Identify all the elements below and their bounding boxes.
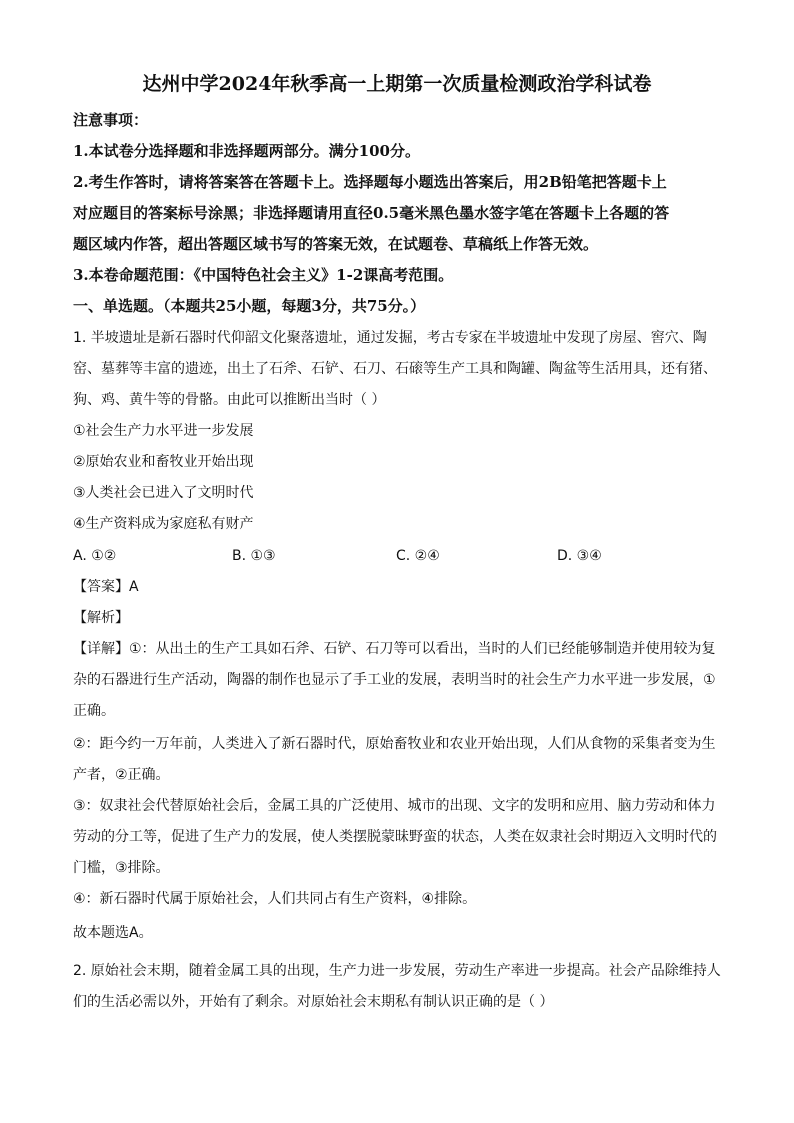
section-heading: 一、单选题。（本题共25小题，每题3分，共75分。） — [73, 297, 426, 315]
notice-item-2-line-1: 2.考生作答时，请将答案答在答题卡上。选择题每小题选出答案后，用2B铅笔把答题卡上 — [73, 173, 667, 191]
q1-option-c: C. ②④ — [396, 548, 440, 564]
q2-stem-line-2: 们的生活必需以外，开始有了剩余。对原始社会末期私有制认识正确的是（ ） — [73, 994, 554, 1010]
q1-detail-line-9: ④：新石器时代属于原始社会，人们共同占有生产资料，④排除。 — [73, 891, 477, 907]
notice-item-2-line-3: 题区域内作答，超出答题区域书写的答案无效，在试题卷、草稿纸上作答无效。 — [73, 235, 599, 253]
q1-detail-line-6: ③：奴隶社会代替原始社会后，金属工具的广泛使用、城市的出现、文字的发明和应用、脑力劳动和体力 — [73, 798, 716, 814]
q1-stem-line-1: 1. 半坡遗址是新石器时代仰韶文化聚落遗址，通过发掘，考古专家在半坡遗址中发现了房屋、窖穴、陶 — [73, 330, 707, 346]
notice-heading: 注意事项： — [73, 111, 149, 129]
q1-stem-line-3: 狗、鸡、黄牛等的骨骼。由此可以推断出当时（ ） — [73, 392, 386, 408]
q1-option-d: D. ③④ — [557, 548, 602, 564]
q1-statement-1: ①社会生产力水平进一步发展 — [73, 423, 254, 439]
notice-item-3: 3.本卷命题范围：《中国特色社会主义》1-2课高考范围。 — [73, 266, 454, 284]
q1-stem-line-2: 窑、墓葬等丰富的遗迹，出土了石斧、石铲、石刀、石磙等生产工具和陶罐、陶盆等生活用具，还有猪、 — [73, 361, 717, 377]
q1-detail-line-2: 杂的石器进行生产活动，陶器的制作也显示了手工业的发展，表明当时的社会生产力水平进一步发展，① — [73, 672, 716, 688]
q1-detail-line-3: 正确。 — [73, 703, 115, 719]
q1-statement-2: ②原始农业和畜牧业开始出现 — [73, 454, 254, 470]
q1-analysis-heading: 【解析】 — [73, 610, 129, 626]
q1-detail-line-4: ②：距今约一万年前，人类进入了新石器时代，原始畜牧业和农业开始出现，人们从食物的采集者变为生 — [73, 736, 716, 752]
q1-option-b: B. ①③ — [232, 548, 276, 564]
q1-statement-3: ③人类社会已进入了文明时代 — [73, 485, 254, 501]
q1-detail-line-7: 劳动的分工等，促进了生产力的发展，使人类摆脱蒙昧野蛮的状态，人类在奴隶社会时期迈入文明时代的 — [73, 829, 717, 845]
q1-answer: 【答案】A — [73, 579, 139, 595]
q1-statement-4: ④生产资料成为家庭私有财产 — [73, 516, 254, 532]
q1-detail-line-8: 门槛，③排除。 — [73, 860, 170, 876]
q2-stem-line-1: 2. 原始社会末期，随着金属工具的出现，生产力进一步发展，劳动生产率进一步提高。社会产品除维持人 — [73, 963, 721, 979]
q1-conclusion: 故本题选A。 — [73, 925, 153, 941]
notice-item-1: 1.本试卷分选择题和非选择题两部分。满分100分。 — [73, 142, 420, 160]
q1-option-a: A. ①② — [73, 548, 117, 564]
notice-item-2-line-2: 对应题目的答案标号涂黑；非选择题请用直径0.5毫米黑色墨水签字笔在答题卡上各题的答 — [73, 204, 670, 222]
page-title: 达州中学2024年秋季高一上期第一次质量检测政治学科试卷 — [142, 73, 652, 95]
q1-detail-line-1: 【详解】①：从出土的生产工具如石斧、石铲、石刀等可以看出，当时的人们已经能够制造并使用较为复 — [73, 641, 716, 657]
q1-detail-line-5: 产者，②正确。 — [73, 767, 170, 783]
